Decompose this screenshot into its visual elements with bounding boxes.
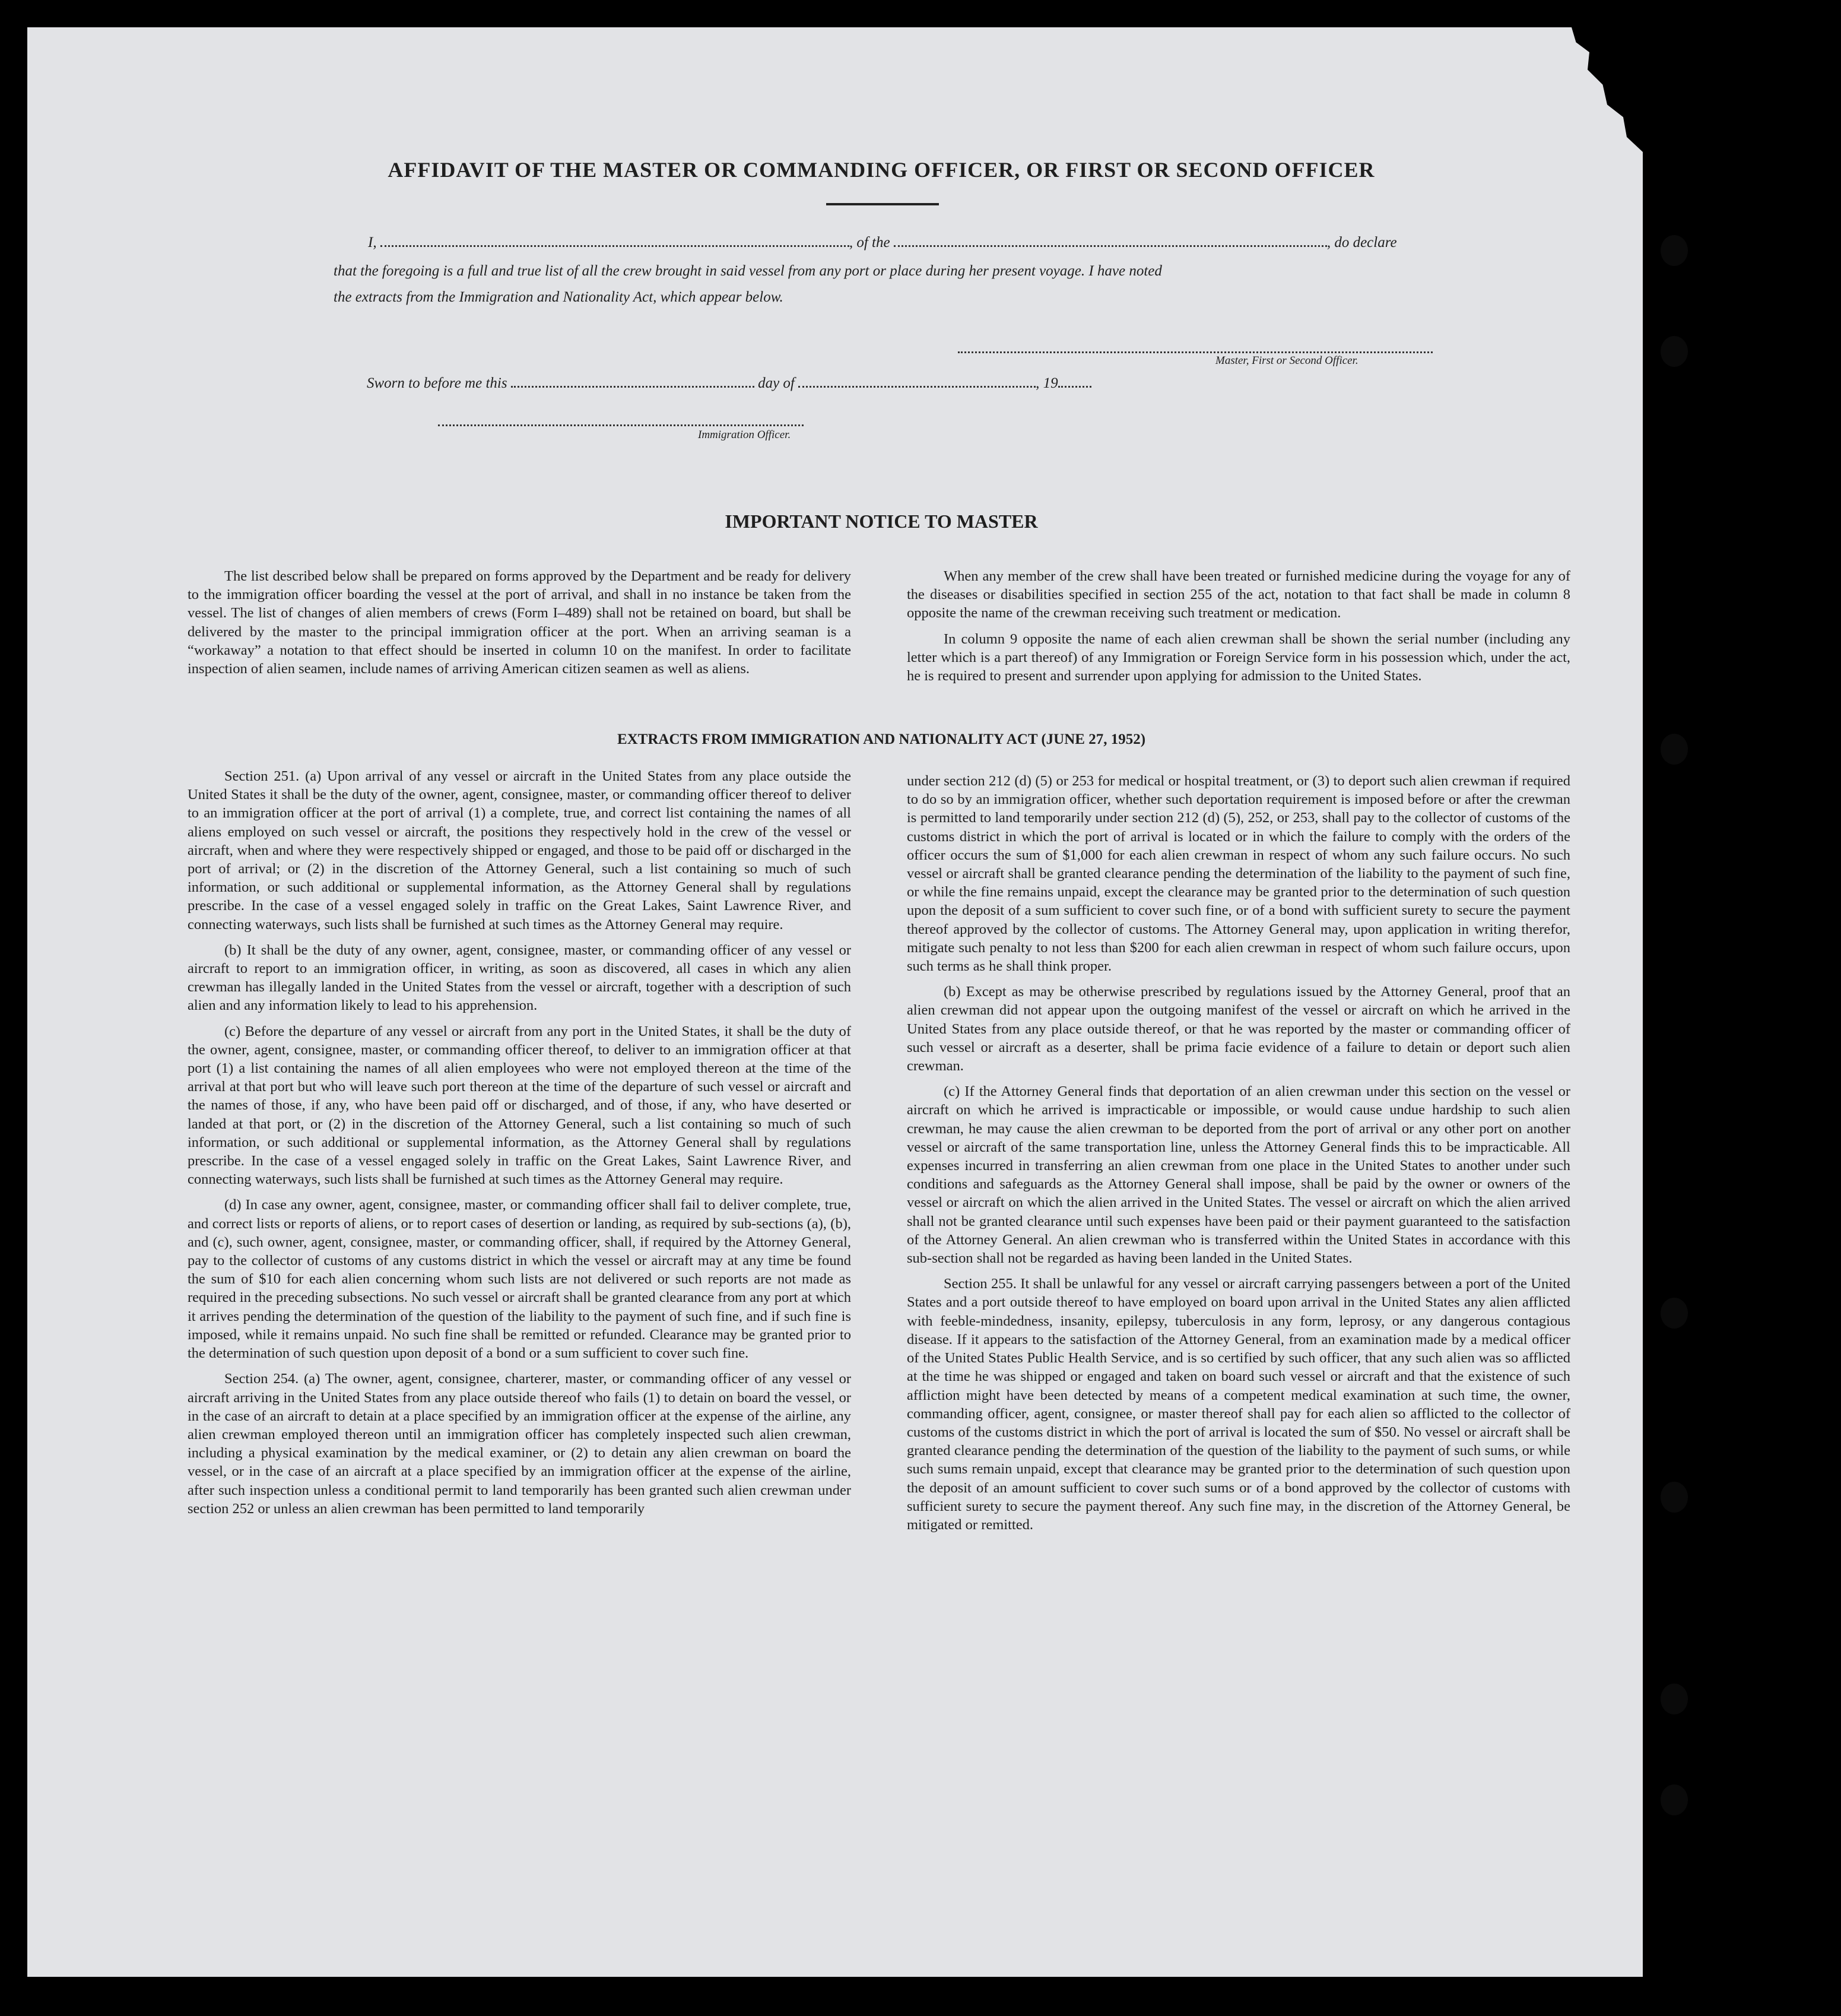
section-251-d: (d) In case any owner, agent, consignee, master, or commanding officer shall fail to deliver complete, true, and correct lists or reports of aliens, or to report cases of desertion or landing, as required by sub-sections (a), (b), and (c), such owner, agent, consignee, master, or commanding officer, shall, if required by the Attorney General, pay to the collector of customs of any customs district in which the vessel or aircraft may at any time be found the sum of $10 for each alien concerning whom such lists are not delivered or such reports are not made as required in the preceding subsections. No such vessel or aircraft shall be granted clearance from any port at which it arrives pending the determination of the question of the liability to the payment of such fine, and if such fine is imposed, while it remains unpaid. No such fine shall be remitted or refunded. Clearance may be granted prior to the determination of such question upon deposit of a bond or a sum sufficient to cover such fine.: [188, 1197, 851, 1362]
declaration-text-2: that the foregoing is a full and true list of all the crew brought in said vessel from any port or place during her present voyage. I have noted: [334, 263, 1162, 279]
notice-left-column: [188, 567, 851, 678]
sworn-prefix: Sworn to before me this: [367, 375, 507, 391]
officer-signature-label: Immigration Officer.: [698, 429, 791, 441]
notice-paragraph: In column 9 opposite the name of each alien crewman shall be shown the serial number (including any letter which is a part thereof) of any Immigration or Foreign Service form in his possession which, under the act, he is required to present and surrender upon applying for admission to the United States.: [907, 630, 1570, 684]
sworn-month-field[interactable]: [798, 378, 1036, 388]
punch-hole: [1661, 1784, 1688, 1815]
torn-corner: [1554, 27, 1643, 152]
master-signature-label: Master, First or Second Officer.: [1215, 354, 1358, 367]
sworn-year-field[interactable]: [1058, 378, 1091, 388]
extracts-left-column: [188, 767, 851, 1518]
notice-right-column: [907, 567, 1570, 685]
punch-hole: [1661, 235, 1688, 266]
title-divider: [826, 203, 939, 205]
section-255: Section 255. It shall be unlawful for any vessel or aircraft carrying passengers between a port of the United States and a port outside thereof to have employed on board upon arrival in the United States any alien afflicted with feeble-mindedness, insanity, epilepsy, tuberculosis in any form, leprosy, or any dangerous contagious disease. If it appears to the satisfaction of the Attorney General, from an examination made by a medical officer of the United States Public Health Service, and is so certified by such officer, that any such alien was so afflicted at the time he was shipped or engaged and taken on board such vessel or aircraft and that the existence of such affliction might have been detected by means of a competent medical examination at such time, the owner, commanding officer, agent, consignee, or master thereof shall pay for each alien so afflicted to the collector of customs of the customs district in which the port of arrival is located the sum of $50. No vessel or aircraft shall be granted clearance pending the determination of the question of the liability to the payment of such sums, or while such sums remain unpaid, except that clearance may be granted prior to the determination of such question upon the deposit of an amount sufficient to cover such sums or of a bond approved by the collector of customs with sufficient surety to secure the payment thereof. Any such fine may, in the discretion of the Attorney General, be mitigated or remitted.: [907, 1276, 1570, 1533]
section-251-a: Section 251. (a) Upon arrival of any vessel or aircraft in the United States from any place outside the United States it shall be the duty of the owner, agent, consignee, master, or commanding officer thereof to deliver to an immigration officer at the port of arrival (1) a complete, true, and correct list containing the names of all aliens employed on such vessel or aircraft, the positions they respectively hold in the crew of the vessel or aircraft, when and where they were respectively shipped or engaged, and those to be paid off or discharged in the port of arrival; or (2) in the discretion of the Attorney General, such a list containing so much of such information, or such additional or supplemental information, as the Attorney General shall by regulations prescribe. In the case of a vessel engaged solely in traffic on the Great Lakes, Saint Lawrence River, and connecting waterways, such lists shall be furnished at such times as the Attorney General may require.: [188, 768, 851, 933]
section-254-a-continued: under section 212 (d) (5) or 253 for medical or hospital treatment, or (3) to deport such alien crewman if required to do so by an immigration officer, whether such deportation requirement is imposed before or after the crewman is permitted to land temporarily under section 212 (d) (5), 252, or 253, shall pay to the collector of customs of the customs district in which the port of arrival is located or in which the failure to comply with the orders of the officer occurs the sum of $1,000 for each alien crewman in respect of whom any such failure occurs. No such vessel or aircraft shall be granted clearance pending the determination of the liability to the payment of such fine, or while the fine remains unpaid, except the clearance may be granted prior to the determination of such question upon the deposit of a sum sufficient to cover such fine, or of a bond with sufficient surety to secure the payment thereof approved by the collector of customs. The Attorney General may, upon application in writing therefor, mitigate such penalty to not less than $200 for each alien crewman in respect of whom such failure occurs, upon such terms as he shall think proper.: [907, 773, 1570, 975]
punch-hole: [1661, 1482, 1688, 1513]
declaration-line: [368, 234, 1397, 251]
declarant-name-field[interactable]: [380, 237, 849, 247]
notice-paragraph: The list described below shall be prepared on forms approved by the Department and be ready for delivery to the immigration officer boarding the vessel at the port of arrival, and shall in no instance be taken from the vessel. The list of changes of alien members of crews (Form I–489) shall not be retained on board, but shall be delivered by the master to the principal immigration officer at the port. When an arriving seaman is a “workaway” a notation to that effect should be inserted in column 10 on the manifest. In order to facilitate inspection of alien seamen, include names of arriving American citizen seamen as well as aliens.: [188, 568, 851, 677]
affidavit-title: AFFIDAVIT OF THE MASTER OR COMMANDING OFFICER, OR FIRST OR SECOND OFFICER: [388, 158, 1375, 182]
declare-suffix: , do declare: [1326, 234, 1397, 251]
declaration-text-3: the extracts from the Immigration and Nationality Act, which appear below.: [334, 289, 783, 305]
section-254-a: Section 254. (a) The owner, agent, consignee, charterer, master, or commanding officer of any vessel or aircraft arriving in the United States from any place outside thereof who fails (1) to detain on board the vessel, or in the case of an aircraft to detain at a place specified by an immigration officer at the expense of the airline, any alien crewman employed thereon until an immigration officer has completely inspected such alien crewman, including a physical examination by the medical examiner, or (2) to detain any alien crewman on board the vessel, or in the case of an aircraft at a place specified by an immigration officer at the expense of the airline, after such inspection unless a conditional permit to land temporarily has been granted such alien crewman under section 252 or unless an alien crewman has been permitted to land temporarily: [188, 1371, 851, 1517]
extracts-right-column: [907, 772, 1570, 1534]
day-of-label: day of: [758, 375, 795, 391]
declarant-prefix: I,: [368, 234, 377, 251]
section-251-b: (b) It shall be the duty of any owner, agent, consignee, master, or commanding officer of any vessel or aircraft to report to an immigration officer, in writing, as soon as discovered, all cases in which any alien crewman has illegally landed in the United States from the vessel or aircraft, together with a description of such alien and any information likely to lead to his apprehension.: [188, 942, 851, 1014]
punch-hole: [1661, 336, 1688, 367]
sworn-line: [367, 375, 1091, 392]
officer-signature-line[interactable]: [438, 424, 804, 426]
vessel-prefix: , of the: [849, 234, 890, 251]
sworn-day-field[interactable]: [511, 378, 754, 388]
extracts-title: EXTRACTS FROM IMMIGRATION AND NATIONALITY ACT (JUNE 27, 1952): [617, 731, 1146, 747]
master-signature-line[interactable]: [958, 351, 1433, 353]
punch-hole: [1661, 1684, 1688, 1714]
vessel-name-field[interactable]: [894, 237, 1327, 247]
punch-hole: [1661, 1298, 1688, 1329]
year-prefix: , 19: [1036, 375, 1058, 391]
section-254-c: (c) If the Attorney General finds that deportation of an alien crewman under this section on the vessel or aircraft on which he arrived is impracticable or impossible, or would cause undue hardship to such alien crewman, he may cause the alien crewman to be deported from the port of arrival or any other port on another vessel or aircraft of the same transportation line, unless the Attorney General finds this to be impracticable. All expenses incurred in transferring an alien crewman from one place in the United States to another under such conditions and safeguards as the Attorney General shall impose, shall be paid by the owner or owners of the vessel or aircraft on which the alien arrived in the United States. The vessel or aircraft on which the alien arrived shall not be granted clearance until such expenses have been paid or their payment guaranteed to the satisfaction of the Attorney General. An alien crewman who is transferred within the United States in accordance with this sub-section shall not be regarded as having been landed in the United States.: [907, 1083, 1570, 1267]
notice-title: IMPORTANT NOTICE TO MASTER: [725, 511, 1038, 532]
section-254-b: (b) Except as may be otherwise prescribed by regulations issued by the Attorney General, proof that an alien crewman did not appear upon the outgoing manifest of the vessel or aircraft on which he arrived in the United States from any place outside thereof, or that he was reported by the master or commanding officer of such vessel or aircraft as a deserter, shall be prima facie evidence of a failure to detain or deport such alien crewman.: [907, 984, 1570, 1074]
notice-paragraph: When any member of the crew shall have been treated or furnished medicine during the voyage for any of the diseases or disabilities specified in section 255 of the act, notation to that fact shall be made in column 8 opposite the name of the crewman receiving such treatment or medication.: [907, 568, 1570, 622]
section-251-c: (c) Before the departure of any vessel or aircraft from any port in the United States, it shall be the duty of the owner, agent, consignee, master, or commanding officer thereof, to deliver to an immigration officer at that port (1) a list containing the names of all alien employees who were not employed thereon at the time of the arrival at that port but who will leave such port thereon at the time of the departure of such vessel or aircraft and the names of those, if any, who have been paid off or discharged, and of those, if any, who have deserted or landed at that port, or (2) in the discretion of the Attorney General, such a list containing so much of such information, or such additional or supplemental information, as the Attorney General shall by regulations prescribe. In the case of a vessel engaged solely in traffic on the Great Lakes, Saint Lawrence River, and connecting waterways, such lists shall be furnished at such times as the Attorney General may require.: [188, 1023, 851, 1188]
